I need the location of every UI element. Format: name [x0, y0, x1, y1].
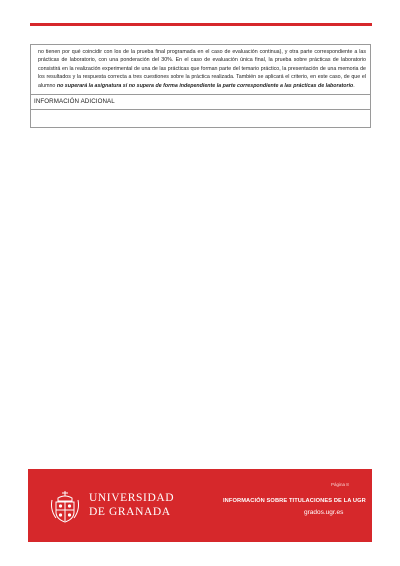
additional-info-heading: INFORMACIÓN ADICIONAL	[31, 95, 370, 110]
paragraph-end: .	[353, 82, 355, 89]
footer-banner	[28, 469, 372, 542]
degrees-info-title: INFORMACIÓN SOBRE TITULACIONES DE LA UGR	[223, 498, 366, 504]
paragraph-line-1: no tienen por qué coincidir con los de la prueba final programada en el caso de evaluación continua), y otra parte correspondiente a	[38, 49, 358, 55]
university-name-line2: DE GRANADA	[89, 506, 171, 518]
paragraph-line-3: laboratorio consistirá en la realización experimental de una de las prácticas que forman parte del temario práctico, la presentación de	[38, 57, 366, 72]
university-crest-icon	[48, 488, 82, 524]
additional-info-body	[31, 110, 370, 127]
content-table	[30, 44, 371, 128]
university-name-line1: UNIVERSIDAD	[89, 492, 175, 504]
header-rule	[30, 23, 372, 26]
paragraph-line-4: una memoria de los resultados y la respuesta correcta a tres cuestiones sobre la práctica realizada. También se aplicará el criterio, en	[38, 65, 366, 81]
degrees-url-link[interactable]: grados.ugr.es	[304, 509, 344, 516]
paragraph-bold-text: no superará la asignatura si no supera de forma independiente la parte correspondiente a las prácticas de laboratorio	[56, 82, 354, 89]
evaluation-paragraph	[31, 45, 370, 95]
paragraph-line-2: las prácticas de laboratorio, con una ponderación del 30%. En el caso de evaluación única final, la prueba sobre prácticas de	[38, 49, 366, 64]
page-number: Página 8	[331, 482, 349, 487]
paragraph-line-5: este caso, de que el alumno	[38, 74, 366, 89]
